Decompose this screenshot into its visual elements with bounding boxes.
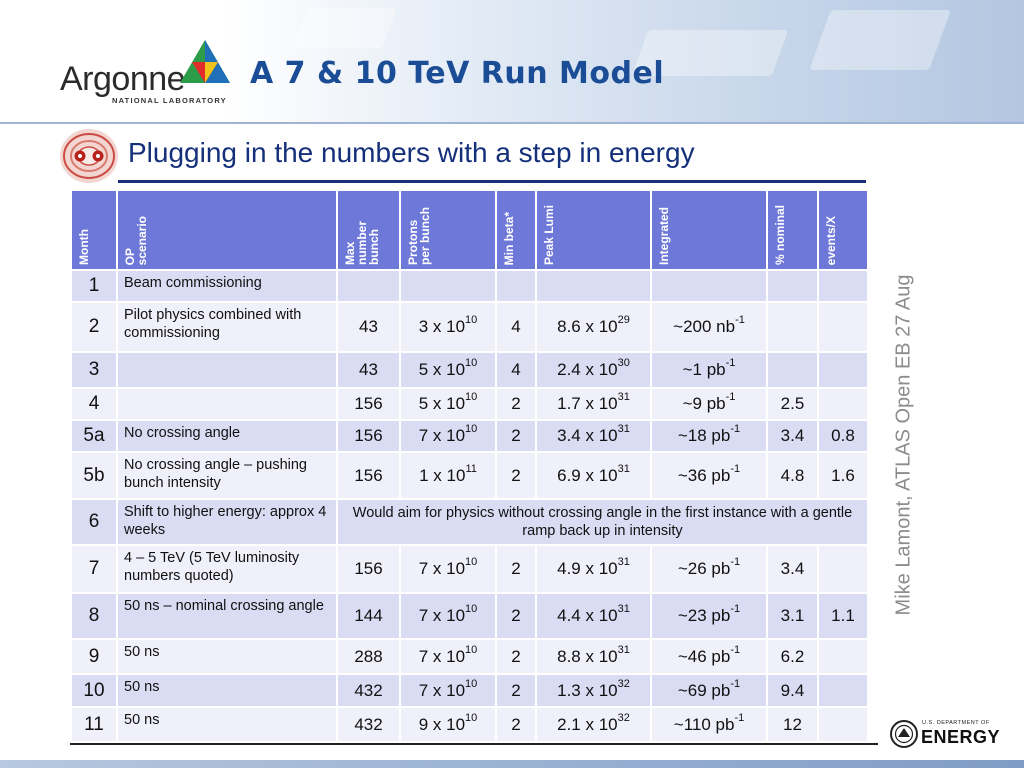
protons-cell-exponent: 10 [465, 643, 478, 656]
beta-cell [496, 270, 536, 302]
events-cell [818, 388, 868, 420]
peak-lumi-cell-exponent: 31 [617, 462, 630, 475]
events-cell [818, 674, 868, 707]
month-cell: 5a [71, 420, 117, 452]
table-header-row [71, 190, 868, 270]
beta-cell: 2 [496, 420, 536, 452]
integrated-cell [651, 707, 767, 742]
bunches-cell: 288 [337, 639, 400, 674]
protons-cell [400, 270, 496, 302]
peak-lumi-cell [536, 674, 651, 707]
peak-lumi-cell-value: 4.9 x 10 [557, 559, 618, 578]
peak-lumi-cell [536, 545, 651, 593]
peak-lumi-cell-value: 3.4 x 10 [557, 426, 618, 445]
events-cell [818, 545, 868, 593]
peak-lumi-cell-exponent: 31 [617, 556, 630, 568]
table-row [71, 452, 868, 499]
protons-cell-exponent: 10 [465, 556, 478, 568]
integrated-cell-exponent: -1 [730, 677, 741, 690]
scenario-cell: 50 ns [117, 707, 337, 742]
footer-rule [70, 743, 878, 745]
run-model-table [70, 189, 867, 743]
protons-cell [400, 302, 496, 352]
events-cell: 1.1 [818, 593, 868, 639]
peak-lumi-cell-value: 1.3 x 10 [557, 680, 618, 700]
events-cell: 1.6 [818, 452, 868, 499]
peak-lumi-cell-value: 1.7 x 10 [557, 394, 618, 413]
protons-cell [400, 388, 496, 420]
month-cell: 3 [71, 352, 117, 388]
beta-cell: 2 [496, 674, 536, 707]
peak-lumi-cell-value: 6.9 x 10 [557, 465, 618, 485]
integrated-cell [651, 302, 767, 352]
protons-cell [400, 420, 496, 452]
protons-cell-value: 7 x 10 [418, 559, 466, 578]
events-cell: 0.8 [818, 420, 868, 452]
protons-cell [400, 674, 496, 707]
protons-cell-exponent: 10 [465, 603, 478, 615]
column-header: Min beta* [496, 190, 536, 270]
integrated-cell-value: ~46 pb [677, 646, 731, 666]
bunches-cell: 432 [337, 674, 400, 707]
peak-lumi-cell-value: 2.1 x 10 [557, 714, 618, 734]
page-title: A 7 & 10 TeV Run Model [250, 56, 665, 91]
scenario-cell: Pilot physics combined with commissioning [117, 302, 337, 352]
bunches-cell: 144 [337, 593, 400, 639]
protons-cell-value: 7 x 10 [418, 680, 466, 700]
scenario-cell: 50 ns [117, 674, 337, 707]
subtitle-underline [118, 180, 866, 183]
scenario-cell: 50 ns – nominal crossing angle [117, 593, 337, 639]
table-row [71, 674, 868, 707]
table-row [71, 639, 868, 674]
peak-lumi-cell [536, 639, 651, 674]
bunches-cell: 156 [337, 420, 400, 452]
column-header: Month [71, 190, 117, 270]
protons-cell-value: 1 x 10 [419, 465, 466, 485]
nominal-cell: 9.4 [767, 674, 818, 707]
integrated-cell-exponent: -1 [730, 556, 741, 568]
protons-cell-value: 5 x 10 [418, 360, 466, 379]
month-cell: 10 [71, 674, 117, 707]
month-cell: 4 [71, 388, 117, 420]
integrated-cell [651, 452, 767, 499]
nominal-cell: 2.5 [767, 388, 818, 420]
protons-cell-exponent: 10 [465, 391, 478, 403]
bunches-cell: 432 [337, 707, 400, 742]
peak-lumi-cell [536, 420, 651, 452]
peak-lumi-cell [536, 452, 651, 499]
integrated-cell-value: ~200 nb [673, 317, 736, 336]
doe-energy-text: ENERGY [921, 727, 1001, 747]
footer-band [0, 760, 1024, 768]
integrated-cell [651, 639, 767, 674]
integrated-cell-exponent: -1 [734, 711, 745, 724]
bunches-cell: 43 [337, 352, 400, 388]
month-cell: 6 [71, 499, 117, 545]
beta-cell: 2 [496, 639, 536, 674]
peak-lumi-cell [536, 707, 651, 742]
table-row [71, 302, 868, 352]
table-row [71, 545, 868, 593]
nominal-cell: 3.4 [767, 420, 818, 452]
integrated-cell-value: ~23 pb [677, 606, 731, 625]
nominal-cell: 3.4 [767, 545, 818, 593]
table-row [71, 707, 868, 742]
integrated-cell [651, 270, 767, 302]
peak-lumi-cell-exponent: 32 [617, 711, 630, 724]
integrated-cell-exponent: -1 [730, 423, 741, 435]
protons-cell-exponent: 10 [465, 423, 478, 435]
peak-lumi-cell-exponent: 31 [617, 391, 630, 403]
integrated-cell-value: ~18 pb [677, 426, 731, 445]
integrated-cell [651, 388, 767, 420]
table-row [71, 499, 868, 545]
nominal-cell: 3.1 [767, 593, 818, 639]
peak-lumi-cell-exponent: 29 [617, 314, 630, 326]
scenario-cell [117, 352, 337, 388]
protons-cell-exponent: 11 [465, 462, 477, 475]
month-cell: 7 [71, 545, 117, 593]
peak-lumi-cell-value: 8.8 x 10 [557, 646, 618, 666]
column-header: Protons per bunch [400, 190, 496, 270]
protons-cell-exponent: 10 [465, 314, 478, 326]
column-header: Peak Lumi [536, 190, 651, 270]
peak-lumi-cell [536, 270, 651, 302]
doe-seal-icon [890, 720, 918, 748]
integrated-cell [651, 420, 767, 452]
column-header: % nominal [767, 190, 818, 270]
protons-cell-value: 7 x 10 [418, 646, 466, 666]
column-header: OP scenario [117, 190, 337, 270]
beta-cell: 2 [496, 707, 536, 742]
peak-lumi-cell [536, 302, 651, 352]
protons-cell [400, 639, 496, 674]
column-header: Integrated [651, 190, 767, 270]
integrated-cell-value: ~110 pb [673, 714, 735, 734]
column-header: Max number bunch [337, 190, 400, 270]
scenario-cell: No crossing angle – pushing bunch intensity [117, 452, 337, 499]
header-divider [0, 122, 1024, 124]
protons-cell-exponent: 10 [465, 677, 478, 690]
slide-subtitle: Plugging in the numbers with a step in energy [128, 137, 695, 168]
events-cell [818, 639, 868, 674]
events-cell [818, 352, 868, 388]
nominal-cell [767, 270, 818, 302]
month-cell: 11 [71, 707, 117, 742]
peak-lumi-cell [536, 593, 651, 639]
integrated-cell-value: ~1 pb [682, 360, 726, 379]
header-decoration [293, 8, 398, 48]
peak-lumi-cell-value: 8.6 x 10 [557, 317, 618, 336]
integrated-cell-exponent: -1 [725, 357, 736, 369]
integrated-cell [651, 593, 767, 639]
protons-cell-value: 5 x 10 [418, 394, 466, 413]
logo-wordmark: Argonne [60, 60, 186, 98]
integrated-cell-exponent: -1 [730, 643, 741, 656]
nominal-cell [767, 302, 818, 352]
protons-cell [400, 593, 496, 639]
table-row [71, 352, 868, 388]
lhc-beam-icon [58, 127, 120, 185]
argonne-triangle-icon [178, 38, 232, 86]
peak-lumi-cell-exponent: 31 [617, 603, 630, 615]
argonne-logo [60, 38, 240, 108]
peak-lumi-cell [536, 388, 651, 420]
scenario-cell [117, 388, 337, 420]
doe-department-text: U.S. DEPARTMENT OF [922, 720, 990, 726]
beta-cell: 2 [496, 545, 536, 593]
protons-cell-value: 7 x 10 [418, 606, 466, 625]
protons-cell-value: 9 x 10 [418, 714, 466, 734]
beta-cell: 4 [496, 352, 536, 388]
table-row [71, 420, 868, 452]
month-cell: 5b [71, 452, 117, 499]
logo-subtext: NATIONAL LABORATORY [112, 96, 227, 105]
integrated-cell-value: ~9 pb [682, 394, 726, 413]
integrated-cell-value: ~36 pb [677, 465, 731, 485]
scenario-cell: Beam commissioning [117, 270, 337, 302]
integrated-cell-exponent: -1 [735, 314, 745, 326]
protons-cell [400, 452, 496, 499]
protons-cell-value: 3 x 10 [418, 317, 466, 336]
beta-cell: 2 [496, 593, 536, 639]
protons-cell [400, 707, 496, 742]
events-cell [818, 270, 868, 302]
bunches-cell: 43 [337, 302, 400, 352]
peak-lumi-cell-value: 2.4 x 10 [557, 360, 618, 379]
table-row [71, 270, 868, 302]
integrated-cell [651, 545, 767, 593]
integrated-cell-exponent: -1 [725, 391, 736, 403]
bunches-cell: 156 [337, 452, 400, 499]
doe-logo [890, 718, 1010, 752]
merged-note-cell: Would aim for physics without crossing angle in the first instance with a gentle ramp back up in intensity [337, 499, 868, 545]
peak-lumi-cell-exponent: 32 [617, 677, 630, 690]
protons-cell [400, 352, 496, 388]
protons-cell-exponent: 10 [465, 711, 478, 724]
scenario-cell: 4 – 5 TeV (5 TeV luminosity numbers quoted) [117, 545, 337, 593]
month-cell: 1 [71, 270, 117, 302]
column-header: events/X [818, 190, 868, 270]
table-row [71, 593, 868, 639]
peak-lumi-cell-exponent: 30 [617, 357, 630, 369]
nominal-cell: 12 [767, 707, 818, 742]
nominal-cell [767, 352, 818, 388]
table-row [71, 388, 868, 420]
integrated-cell-value: ~69 pb [677, 680, 731, 700]
integrated-cell-exponent: -1 [730, 603, 741, 615]
month-cell: 8 [71, 593, 117, 639]
peak-lumi-cell-exponent: 31 [617, 643, 630, 656]
events-cell [818, 707, 868, 742]
header-decoration [809, 10, 951, 70]
nominal-cell: 6.2 [767, 639, 818, 674]
beta-cell: 2 [496, 388, 536, 420]
events-cell [818, 302, 868, 352]
protons-cell-exponent: 10 [465, 357, 478, 369]
side-note-text: Mike Lamont, ATLAS Open EB 27 Aug [892, 274, 915, 616]
peak-lumi-cell-exponent: 31 [617, 423, 630, 435]
beta-cell: 4 [496, 302, 536, 352]
month-cell: 2 [71, 302, 117, 352]
scenario-cell: No crossing angle [117, 420, 337, 452]
beta-cell: 2 [496, 452, 536, 499]
protons-cell [400, 545, 496, 593]
bunches-cell: 156 [337, 545, 400, 593]
month-cell: 9 [71, 639, 117, 674]
peak-lumi-cell [536, 352, 651, 388]
integrated-cell [651, 352, 767, 388]
scenario-cell: Shift to higher energy: approx 4 weeks [117, 499, 337, 545]
peak-lumi-cell-value: 4.4 x 10 [557, 606, 618, 625]
nominal-cell: 4.8 [767, 452, 818, 499]
protons-cell-value: 7 x 10 [418, 426, 466, 445]
scenario-cell: 50 ns [117, 639, 337, 674]
integrated-cell-value: ~26 pb [677, 559, 731, 578]
bunches-cell [337, 270, 400, 302]
integrated-cell-exponent: -1 [730, 462, 741, 475]
integrated-cell [651, 674, 767, 707]
bunches-cell: 156 [337, 388, 400, 420]
